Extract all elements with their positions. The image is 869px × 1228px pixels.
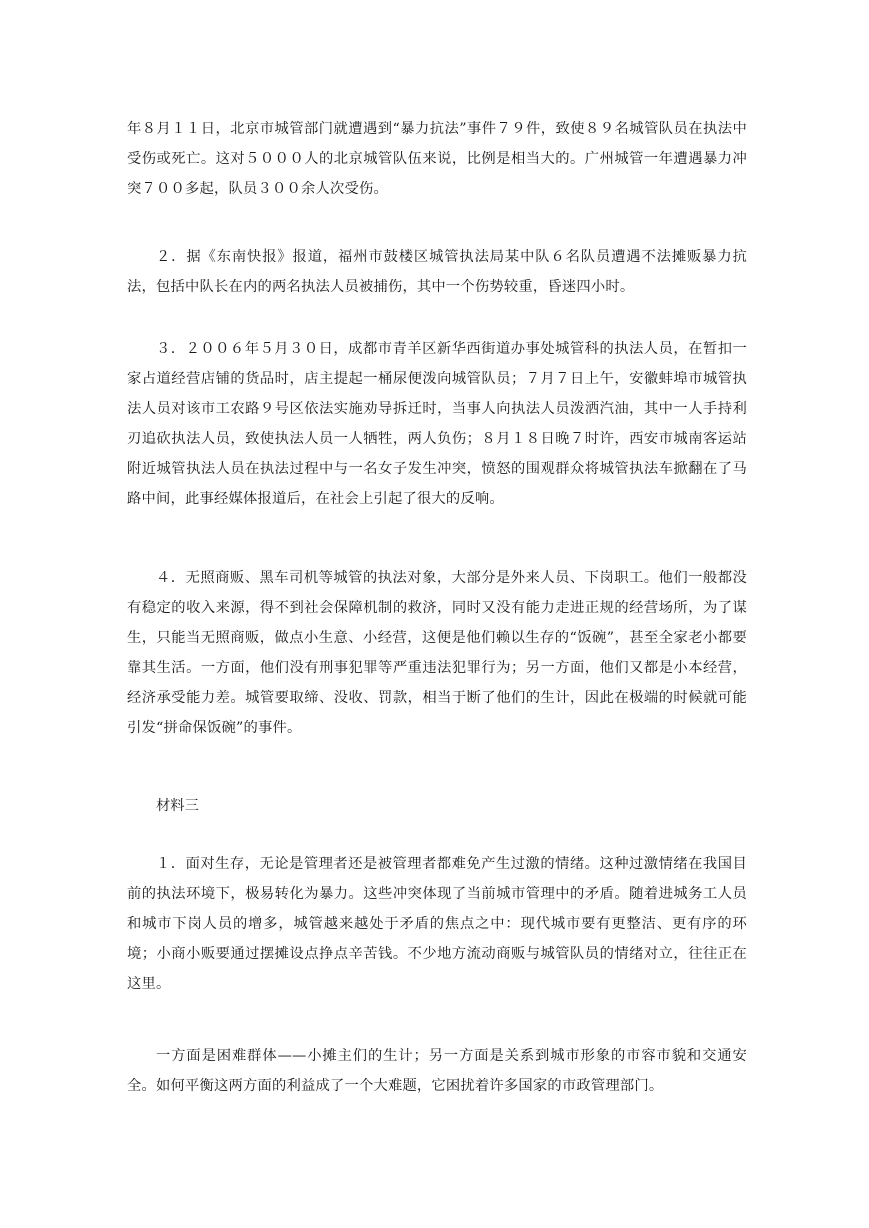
paragraph-violent-resistance-stats: 年８月１１日，北京市城管部门就遭遇到“暴力抗法”事件７９件，致使８９名城管队员在执法中受伤或死亡。这对５０００人的北京城管队伍来说，比例是相当大的。广州城管一年遭遇暴力冲突７００多起，队员３００余人次受伤。	[127, 121, 747, 197]
section-heading-material-3: 材料三	[156, 798, 199, 814]
paragraph-item-2-fuzhou: ２．据《东南快报》报道，福州市鼓楼区城管执法局某中队６名队员遭遇不法摊贩暴力抗法，包括中队长在内的两名执法人员被捕伤，其中一个伤势较重，昏迷四小时。	[127, 249, 747, 295]
paragraph-material-3-balance: 一方面是困难群体——小摊主们的生计；另一方面是关系到城市形象的市容市貌和交通安全。如何平衡这两方面的利益成了一个大难题，它困扰着许多国家的市政管理部门。	[127, 1048, 747, 1094]
paragraph-item-3-incidents: ３．２００６年５月３０日，成都市青羊区新华西街道办事处城管科的执法人员，在暂扣一家占道经营店铺的货品时，店主提起一桶尿便泼向城管队员；７月７日上午，安徽蚌埠市城管执法人员对该市工农路９号区依法实施劝导拆迁时，当事人向执法人员泼洒汽油，其中一人手持利刃追砍执法人员，致使执法人员一人牺牲，两人负伤；８月１８日晚７时许，西安市城南客运站附近城管执法人员在执法过程中与一名女子发生冲突，愤怒的围观群众将城管执法车掀翻在了马路中间，此事经媒体报道后，在社会上引起了很大的反响。	[127, 341, 747, 507]
paragraph-item-4-unlicensed-vendors: ４．无照商贩、黑车司机等城管的执法对象，大部分是外来人员、下岗职工。他们一般都没有稳定的收入来源，得不到社会保障机制的救济，同时又没有能力走进正规的经营场所，为了谋生，只能当无照商贩，做点小生意、小经营，这便是他们赖以生存的“饭碗”，甚至全家老小都要靠其生活。一方面，他们没有刑事犯罪等严重违法犯罪行为；另一方面，他们又都是小本经营，经济承受能力差。城管要取缔、没收、罚款，相当于断了他们的生计，因此在极端的时候就可能引发“拼命保饭碗”的事件。	[127, 570, 747, 736]
paragraph-material-3-item-1: １．面对生存，无论是管理者还是被管理者都难免产生过激的情绪。这种过激情绪在我国目前的执法环境下，极易转化为暴力。这些冲突体现了当前城市管理中的矛盾。随着进城务工人员和城市下岗人员的增多，城管越来越处于矛盾的焦点之中：现代城市要有更整洁、更有序的环境；小商小贩要通过摆摊设点挣点辛苦钱。不少地方流动商贩与城管队员的情绪对立，往往正在这里。	[127, 856, 747, 992]
